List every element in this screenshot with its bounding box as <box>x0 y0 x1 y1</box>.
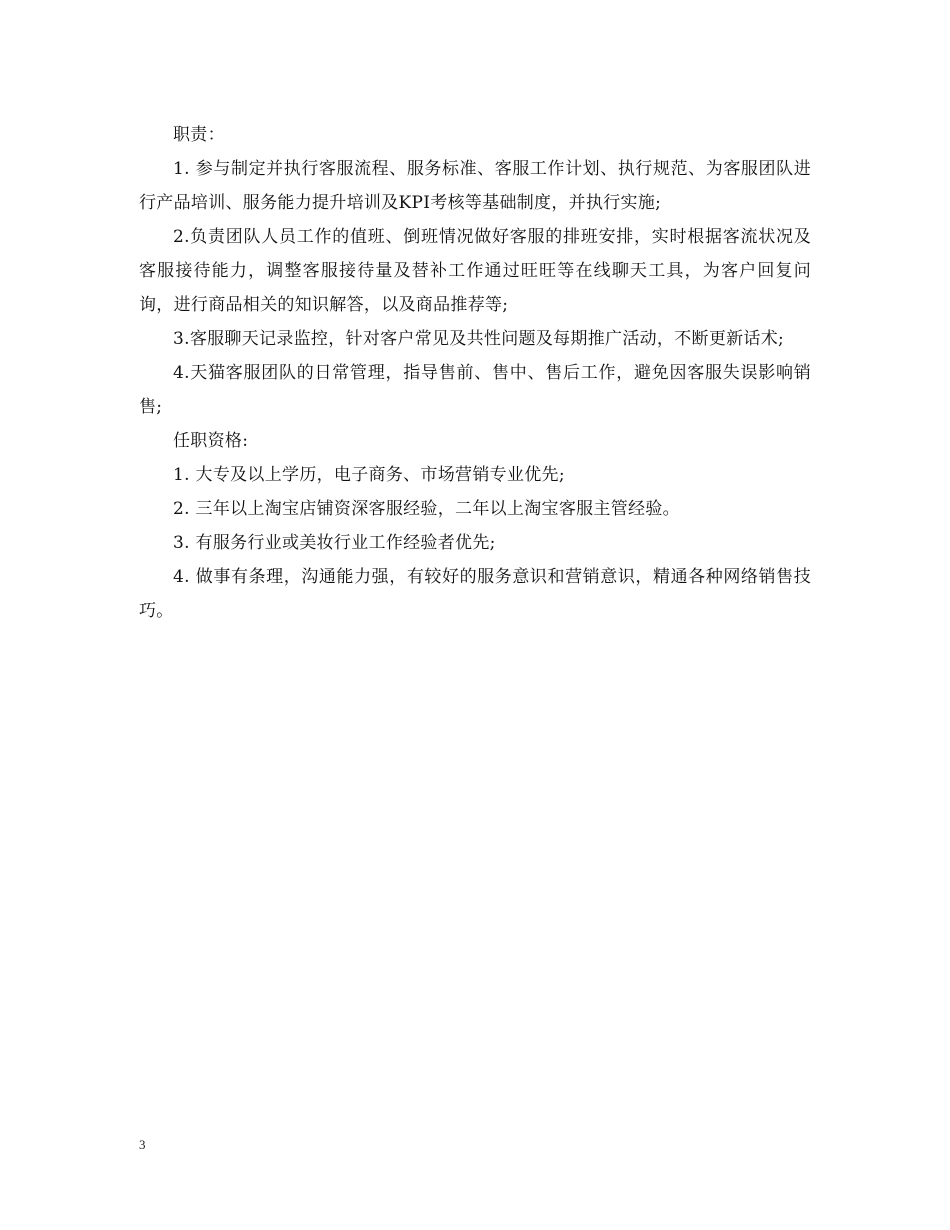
responsibility-item-2: 2.负责团队人员工作的值班、倒班情况做好客服的排班安排，实时根据客流状况及客服接待能力，调整客服接待量及替补工作通过旺旺等在线聊天工具，为客户回复问询，进行商品相关的知识解答，以及商品推荐等; <box>139 227 811 315</box>
responsibility-item-3: 3.客服聊天记录监控，针对客户常见及共性问题及每期推广活动，不断更新话术; <box>173 329 785 349</box>
section-heading-responsibilities: 职责： <box>173 125 225 145</box>
qualification-item-3: 3. 有服务行业或美妆行业工作经验者优先; <box>173 533 496 553</box>
responsibility-item-1: 1. 参与制定并执行客服流程、服务标准、客服工作计划、执行规范、为客服团队进行产品培训、服务能力提升培训及KPI考核等基础制度，并执行实施; <box>139 159 811 213</box>
qualification-item-1: 1. 大专及以上学历，电子商务、市场营销专业优先; <box>173 465 565 485</box>
document-body <box>139 118 811 628</box>
page-number: 3 <box>139 1137 146 1152</box>
qualification-item-2: 2. 三年以上淘宝店铺资深客服经验，二年以上淘宝客服主管经验。 <box>173 499 680 519</box>
qualification-item-4: 4. 做事有条理，沟通能力强，有较好的服务意识和营销意识，精通各种网络销售技巧。 <box>139 567 811 621</box>
section-heading-qualifications: 任职资格: <box>173 431 249 451</box>
responsibility-item-4: 4.天猫客服团队的日常管理，指导售前、售中、售后工作，避免因客服失误影响销售; <box>139 363 811 417</box>
